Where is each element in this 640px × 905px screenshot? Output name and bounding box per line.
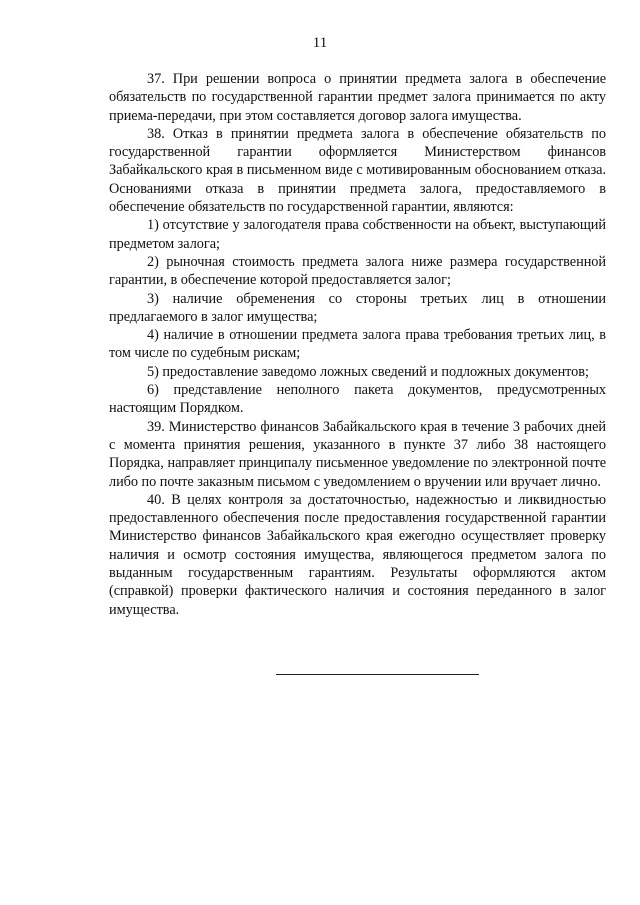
- list-item-5: 5) предоставление заведомо ложных сведений и подложных документов;: [147, 363, 589, 380]
- paragraph-39: 39. Министерство финансов Забайкальского края в течение 3 рабочих дней с момента принятия решения, указанного в пункте 37 либо 38 настоящего Порядка, направляет принципалу письменное уведомление по электронной почте либо по почте заказным письмом с уведомлением о вручении или вручает лично.: [109, 418, 606, 490]
- end-divider: [276, 674, 479, 675]
- list-item-4: 4) наличие в отношении предмета залога права требования третьих лиц, в том числе по судебным рискам;: [109, 327, 606, 362]
- paragraph-38: 38. Отказ в принятии предмета залога в обеспечение обязательств по государственной гарантии оформляется Министерством финансов Забайкальского края в письменном виде с мотивированным обоснованием отказа. Основаниями отказа в принятии предмета залога, предоставляемого в обеспечение обязательств по государственной гарантии, являются:: [109, 125, 606, 216]
- list-item-2: 2) рыночная стоимость предмета залога ниже размера государственной гарантии, в обеспечение которой предоставляется залог;: [109, 253, 606, 289]
- page-number: 11: [312, 35, 328, 51]
- document-body: [109, 70, 606, 619]
- paragraph-40: 40. В целях контроля за достаточностью, надежностью и ликвидностью предоставленного обеспечения после предоставления государственной гарантии Министерство финансов Забайкальского края ежегодно осуществляет проверку наличия и осмотр состояния имущества, являющегося предметом залога по выданным государственным гарантиям. Результаты оформляются актом (справкой) проверки фактического наличия и состояния переданного в залог имущества.: [109, 491, 606, 618]
- paragraph-37: 37. При решении вопроса о принятии предмета залога в обеспечение обязательств по государственной гарантии предмет залога принимается по акту приема-передачи, при этом составляется договор залога имущества.: [109, 71, 606, 124]
- list-item-3: 3) наличие обременения со стороны третьих лиц в отношении предлагаемого в залог имущества;: [109, 290, 606, 325]
- list-item-6: 6) представление неполного пакета документов, предусмотренных настоящим Порядком.: [109, 382, 606, 417]
- list-item-1: 1) отсутствие у залогодателя права собственности на объект, выступающий предметом залога;: [109, 217, 606, 252]
